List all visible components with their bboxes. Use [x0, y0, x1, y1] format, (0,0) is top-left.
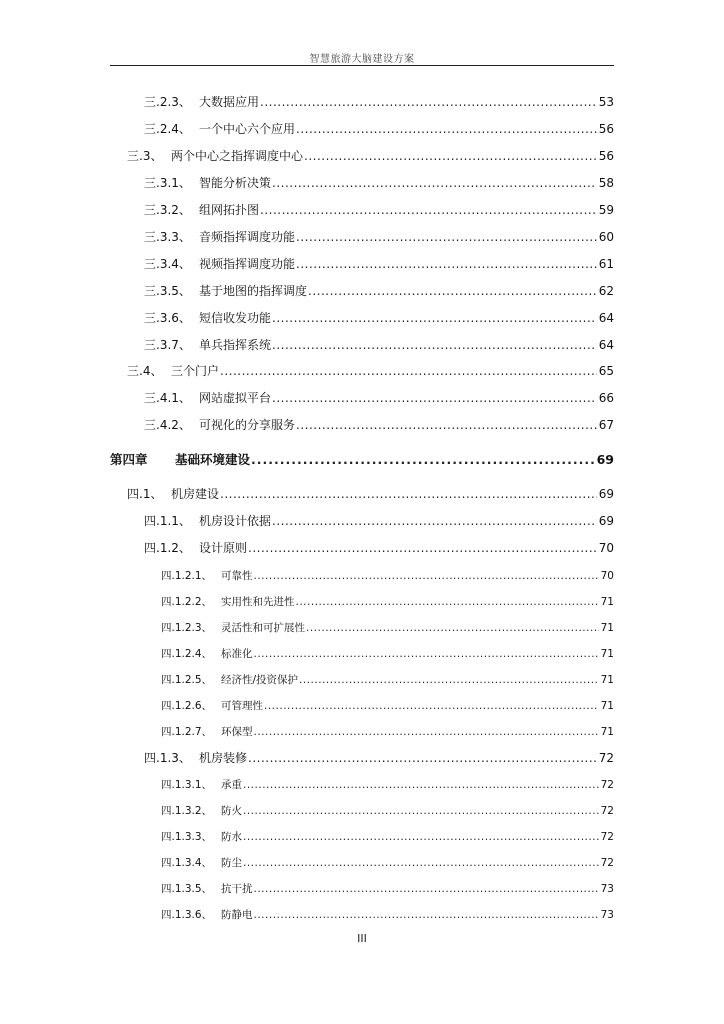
toc-entry-title: 单兵指挥系统: [199, 338, 272, 352]
toc-entry-title: 基于地图的指挥调度: [199, 284, 308, 298]
toc-entry-page: 71: [600, 622, 614, 634]
toc-entry-page: 71: [600, 596, 614, 608]
toc-entry[interactable]: [144, 203, 614, 217]
toc-entry-number: 四.1.2.6、: [161, 700, 213, 712]
toc-entry[interactable]: [110, 453, 614, 467]
toc-entry-title: 防尘: [221, 857, 242, 869]
toc-entry-title: 三个门户: [171, 364, 220, 378]
toc-entry-page: 64: [598, 311, 614, 325]
toc-dot-leader: [308, 284, 597, 298]
toc-entry-page: 66: [598, 391, 614, 405]
toc-entry-title: 机房设计依据: [199, 514, 272, 528]
toc-entry-number: 三.3.7、: [144, 338, 191, 352]
toc-entry-number: 三.3.3、: [144, 230, 191, 244]
toc-entry-page: 72: [600, 857, 614, 869]
toc-entry-number: 四.1.2、: [144, 541, 191, 555]
toc-entry-title: 抗干扰: [221, 883, 253, 895]
toc-entry-page: 71: [600, 726, 614, 738]
toc-entry-page: 56: [598, 149, 614, 163]
toc-entry[interactable]: [127, 364, 614, 378]
toc-entry-page: 65: [598, 364, 614, 378]
toc-entry-title: 防静电: [221, 909, 253, 921]
toc-entry-page: 72: [600, 831, 614, 843]
toc-entry-title: 环保型: [221, 726, 253, 738]
toc-entry[interactable]: [144, 541, 614, 555]
toc-entry-page: 72: [600, 779, 614, 791]
toc-entry-number: 三.3、: [127, 149, 163, 163]
toc-entry-title: 可靠性: [221, 570, 253, 582]
toc-entry-title: 视频指挥调度功能: [199, 257, 296, 271]
toc-dot-leader: [260, 95, 597, 109]
toc-entry[interactable]: [161, 882, 614, 896]
toc-entry[interactable]: [144, 311, 614, 325]
toc-dot-leader: [299, 673, 599, 687]
toc-entry-title: 组网拓扑图: [199, 203, 260, 217]
toc-entry-page: 64: [598, 338, 614, 352]
toc-entry-title: 可管理性: [221, 700, 263, 712]
toc-dot-leader: [243, 830, 599, 844]
toc-dot-leader: [254, 647, 599, 661]
toc-entry-page: 67: [598, 418, 614, 432]
toc-entry-title: 可视化的分享服务: [199, 418, 296, 432]
toc-entry[interactable]: [144, 751, 614, 765]
toc-dot-leader: [296, 595, 599, 609]
toc-entry-number: 四.1.3.3、: [161, 831, 213, 843]
toc-entry[interactable]: [144, 338, 614, 352]
toc-dot-leader: [254, 725, 599, 739]
toc-entry-number: 四.1.3.1、: [161, 779, 213, 791]
toc-entry[interactable]: [127, 487, 614, 501]
toc-dot-leader: [296, 418, 597, 432]
toc-entry[interactable]: [161, 595, 614, 609]
toc-entry[interactable]: [144, 257, 614, 271]
toc-entry[interactable]: [144, 418, 614, 432]
toc-entry-title: 标准化: [221, 648, 253, 660]
toc-entry[interactable]: [161, 725, 614, 739]
toc-dot-leader: [272, 311, 597, 325]
toc-entry-page: 58: [598, 176, 614, 190]
toc-entry-title: 大数据应用: [199, 95, 260, 109]
toc-entry-page: 61: [598, 257, 614, 271]
toc-entry[interactable]: [161, 699, 614, 713]
toc-entry-page: 69: [596, 452, 614, 467]
toc-entry-title: 音频指挥调度功能: [199, 230, 296, 244]
toc-entry-number: 第四章: [110, 452, 148, 467]
toc-entry-title: 短信收发功能: [199, 311, 272, 325]
toc-entry[interactable]: [161, 569, 614, 583]
toc-entry-page: 71: [600, 648, 614, 660]
toc-entry-number: 三.4.2、: [144, 418, 191, 432]
toc-entry-number: 四.1.2.3、: [161, 622, 213, 634]
toc-dot-leader: [248, 541, 597, 555]
toc-entry-page: 73: [600, 883, 614, 895]
toc-dot-leader: [254, 882, 599, 896]
toc-entry-title: 设计原则: [199, 541, 248, 555]
toc-entry[interactable]: [144, 95, 614, 109]
toc-dot-leader: [272, 176, 597, 190]
toc-entry-title: 智能分析决策: [199, 176, 272, 190]
toc-entry[interactable]: [144, 122, 614, 136]
toc-dot-leader: [254, 908, 599, 922]
toc-dot-leader: [272, 391, 597, 405]
toc-entry-title: 机房建设: [171, 487, 220, 501]
toc-dot-leader: [243, 804, 599, 818]
toc-dot-leader: [304, 149, 597, 163]
toc-entry-title: 基础环境建设: [175, 452, 251, 467]
toc-entry[interactable]: [161, 673, 614, 687]
toc-entry[interactable]: [161, 908, 614, 922]
toc-dot-leader: [220, 487, 597, 501]
toc-entry-title: 经济性/投资保护: [221, 674, 299, 686]
toc-entry-page: 62: [598, 284, 614, 298]
toc-entry-page: 71: [600, 700, 614, 712]
toc-entry[interactable]: [144, 514, 614, 528]
toc-entry-page: 72: [600, 805, 614, 817]
toc-dot-leader: [248, 751, 597, 765]
toc-entry-title: 实用性和先进性: [221, 596, 295, 608]
toc-entry-number: 三.3.2、: [144, 203, 191, 217]
toc-entry-title: 防火: [221, 805, 242, 817]
toc-entry-number: 三.3.5、: [144, 284, 191, 298]
toc-entry-title: 防水: [221, 831, 242, 843]
toc-entry-number: 四.1.3.6、: [161, 909, 213, 921]
toc-entry-page: 69: [598, 487, 614, 501]
toc-entry-number: 四.1.2.7、: [161, 726, 213, 738]
toc-entry-number: 四.1.2.1、: [161, 570, 213, 582]
toc-entry-title: 承重: [221, 779, 242, 791]
toc-entry[interactable]: [127, 149, 614, 163]
toc-entry-page: 71: [600, 674, 614, 686]
toc-entry-number: 四.1.2.5、: [161, 674, 213, 686]
toc-entry[interactable]: [144, 176, 614, 190]
toc-entry-number: 四.1.3.2、: [161, 805, 213, 817]
toc-entry[interactable]: [144, 230, 614, 244]
toc-entry-number: 三.2.3、: [144, 95, 191, 109]
toc-entry-page: 72: [598, 751, 614, 765]
toc-dot-leader: [272, 338, 597, 352]
toc-dot-leader: [296, 257, 597, 271]
toc-entry-page: 69: [598, 514, 614, 528]
toc-entry-number: 三.2.4、: [144, 122, 191, 136]
toc-entry-number: 三.3.6、: [144, 311, 191, 325]
toc-entry[interactable]: [161, 856, 614, 870]
toc-entry-title: 机房装修: [199, 751, 248, 765]
toc-entry[interactable]: [161, 778, 614, 792]
toc-entry-number: 四.1.3、: [144, 751, 191, 765]
toc-entry-page: 53: [598, 95, 614, 109]
toc-entry[interactable]: [161, 830, 614, 844]
toc-dot-leader: [306, 621, 599, 635]
toc-entry[interactable]: [161, 621, 614, 635]
toc-dot-leader: [243, 778, 599, 792]
toc-entry[interactable]: [161, 804, 614, 818]
toc-entry-number: 四.1.3.4、: [161, 857, 213, 869]
toc-entry-number: 三.4、: [127, 364, 163, 378]
toc-dot-leader: [296, 122, 597, 136]
toc-entry-number: 三.4.1、: [144, 391, 191, 405]
toc-entry[interactable]: [161, 647, 614, 661]
toc-entry-number: 三.3.1、: [144, 176, 191, 190]
toc-dot-leader: [272, 514, 597, 528]
header-title: 智慧旅游大脑建设方案: [309, 54, 415, 65]
toc-entry-page: 70: [598, 541, 614, 555]
toc-entry-number: 四.1.3.5、: [161, 883, 213, 895]
toc-entry-number: 四.1.2.2、: [161, 596, 213, 608]
toc-entry-page: 56: [598, 122, 614, 136]
toc-dot-leader: [220, 364, 597, 378]
toc-dot-leader: [251, 453, 595, 467]
toc-dot-leader: [243, 856, 599, 870]
toc-entry-title: 两个中心之指挥调度中心: [171, 149, 304, 163]
toc-entry-number: 四.1、: [127, 487, 163, 501]
toc-entry-page: 73: [600, 909, 614, 921]
toc-entry-page: 60: [598, 230, 614, 244]
toc-entry-number: 四.1.1、: [144, 514, 191, 528]
toc-entry[interactable]: [144, 391, 614, 405]
toc-entry-number: 四.1.2.4、: [161, 648, 213, 660]
toc-entry-title: 一个中心六个应用: [199, 122, 296, 136]
toc-entry-title: 灵活性和可扩展性: [221, 622, 305, 634]
toc-entry-title: 网站虚拟平台: [199, 391, 272, 405]
toc-entry-page: 70: [600, 570, 614, 582]
toc-entry[interactable]: [144, 284, 614, 298]
toc-dot-leader: [296, 230, 597, 244]
toc-dot-leader: [264, 699, 599, 713]
toc-entry-page: 59: [598, 203, 614, 217]
page-number: III: [357, 932, 367, 945]
toc-dot-leader: [254, 569, 599, 583]
toc-dot-leader: [260, 203, 597, 217]
toc-entry-number: 三.3.4、: [144, 257, 191, 271]
